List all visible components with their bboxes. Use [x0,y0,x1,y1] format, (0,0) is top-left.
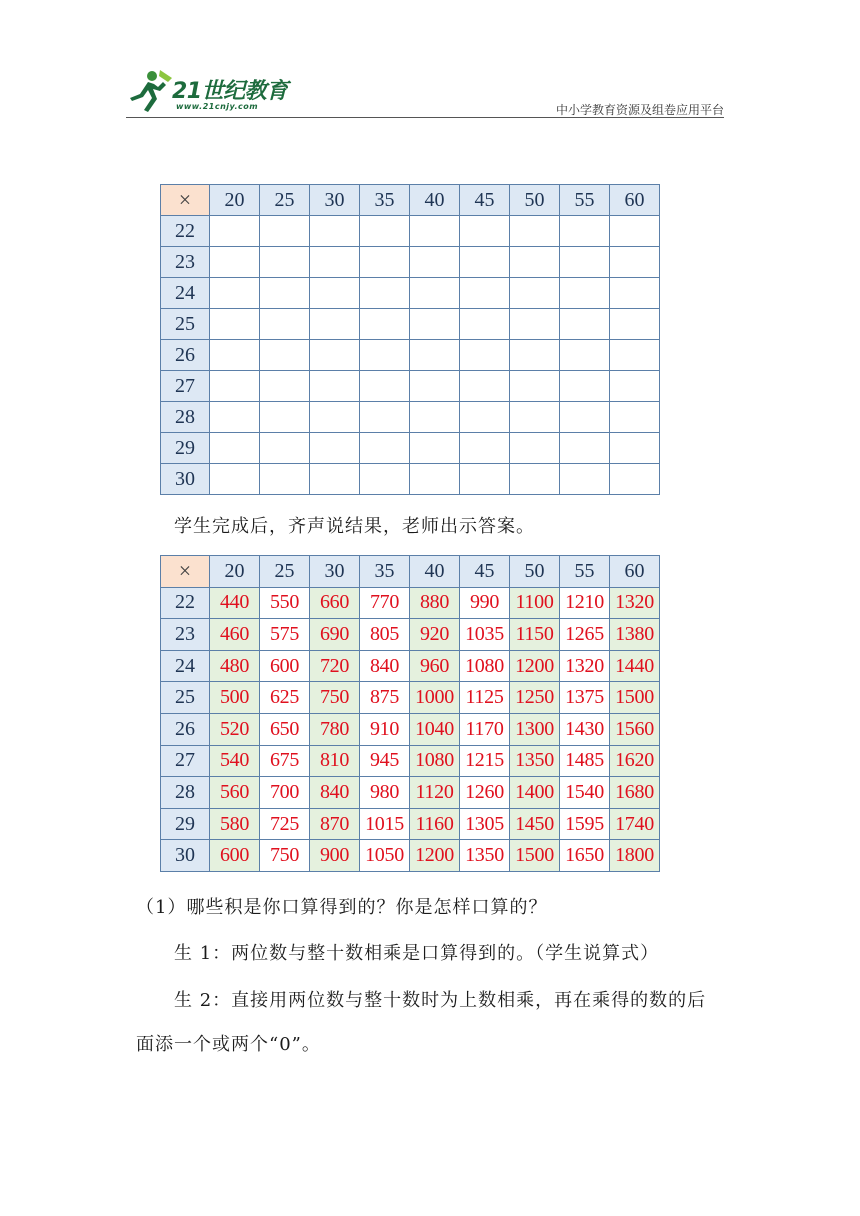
blank-cell [260,309,310,340]
blank-cell [610,309,660,340]
product-cell: 1380 [610,619,660,651]
blank-cell [560,340,610,371]
product-cell: 1200 [510,650,560,682]
blank-cell [410,278,460,309]
blank-cell [460,216,510,247]
blank-cell [410,371,460,402]
blank-cell [260,278,310,309]
blank-cell [210,216,260,247]
blank-cell [310,402,360,433]
blank-cell [510,216,560,247]
blank-cell [360,309,410,340]
product-cell: 1350 [460,840,510,872]
blank-cell [610,433,660,464]
product-cell: 440 [210,587,260,619]
runner-logo-icon [126,68,172,114]
product-cell: 1080 [460,650,510,682]
answer-multiplication-table [160,555,660,872]
blank-cell [510,340,560,371]
table-row [161,433,660,464]
product-cell: 660 [310,587,360,619]
row-header: 30 [161,840,210,872]
table-row [161,247,660,278]
blank-cell [210,371,260,402]
blank-cell [610,247,660,278]
row-header: 24 [161,650,210,682]
multiply-symbol: × [161,185,210,216]
product-cell: 550 [260,587,310,619]
column-header: 25 [260,185,310,216]
blank-cell [210,402,260,433]
logo-url: www.21cnjy.com [176,102,259,111]
product-cell: 900 [310,840,360,872]
product-cell: 810 [310,745,360,777]
row-header: 24 [161,278,210,309]
product-cell: 700 [260,777,310,809]
product-cell: 1650 [560,840,610,872]
product-cell: 690 [310,619,360,651]
table-row [161,682,660,714]
product-cell: 580 [210,808,260,840]
product-cell: 500 [210,682,260,714]
blank-cell [610,340,660,371]
blank-cell [360,433,410,464]
blank-cell [310,278,360,309]
instruction-text: 学生完成后，齐声说结果，老师出示答案。 [174,516,535,537]
product-cell: 1680 [610,777,660,809]
product-cell: 840 [310,777,360,809]
blank-cell [560,309,610,340]
product-cell: 720 [310,650,360,682]
blank-cell [310,371,360,402]
logo-text: 21世纪教育 [172,79,288,104]
column-header: 55 [560,556,610,588]
table-row [161,713,660,745]
product-cell: 1350 [510,745,560,777]
table-row [161,777,660,809]
blank-cell [560,464,610,495]
column-header: 50 [510,185,560,216]
product-cell: 875 [360,682,410,714]
blank-cell [210,464,260,495]
table-row [161,650,660,682]
row-header: 28 [161,402,210,433]
product-cell: 1210 [560,587,610,619]
product-cell: 1200 [410,840,460,872]
blank-cell [560,278,610,309]
product-cell: 1125 [460,682,510,714]
product-cell: 1595 [560,808,610,840]
product-cell: 1160 [410,808,460,840]
product-cell: 460 [210,619,260,651]
product-cell: 990 [460,587,510,619]
column-header: 20 [210,185,260,216]
table-row [161,840,660,872]
product-cell: 1120 [410,777,460,809]
table-row [161,402,660,433]
product-cell: 920 [410,619,460,651]
table-row [161,371,660,402]
product-cell: 1500 [610,682,660,714]
product-cell: 540 [210,745,260,777]
blank-cell [310,340,360,371]
product-cell: 1485 [560,745,610,777]
product-cell: 960 [410,650,460,682]
product-cell: 1620 [610,745,660,777]
row-header: 23 [161,247,210,278]
table-header-row [161,185,660,216]
product-cell: 575 [260,619,310,651]
product-cell: 1430 [560,713,610,745]
column-header: 40 [410,185,460,216]
product-cell: 520 [210,713,260,745]
product-cell: 1300 [510,713,560,745]
blank-cell [560,216,610,247]
column-header: 30 [310,185,360,216]
blank-cell [360,247,410,278]
blank-cell [510,278,560,309]
product-cell: 945 [360,745,410,777]
blank-cell [260,216,310,247]
product-cell: 870 [310,808,360,840]
blank-cell [360,371,410,402]
blank-cell [610,278,660,309]
product-cell: 880 [410,587,460,619]
product-cell: 1560 [610,713,660,745]
column-header: 30 [310,556,360,588]
product-cell: 1015 [360,808,410,840]
blank-cell [460,433,510,464]
column-header: 25 [260,556,310,588]
product-cell: 1375 [560,682,610,714]
product-cell: 1800 [610,840,660,872]
blank-cell [460,278,510,309]
blank-cell [460,464,510,495]
row-header: 28 [161,777,210,809]
blank-cell [560,371,610,402]
product-cell: 1215 [460,745,510,777]
blank-cell [310,309,360,340]
product-cell: 675 [260,745,310,777]
question-1: （1）哪些积是你口算得到的？你是怎样口算的？ [136,897,548,918]
product-cell: 600 [260,650,310,682]
blank-cell [210,247,260,278]
product-cell: 1040 [410,713,460,745]
blank-cell [360,340,410,371]
blank-cell [360,464,410,495]
row-header: 27 [161,371,210,402]
column-header: 45 [460,185,510,216]
blank-cell [260,371,310,402]
product-cell: 805 [360,619,410,651]
product-cell: 1320 [610,587,660,619]
table-row [161,745,660,777]
product-cell: 560 [210,777,260,809]
table-row [161,619,660,651]
blank-cell [410,309,460,340]
table-row [161,216,660,247]
blank-cell [310,433,360,464]
product-cell: 770 [360,587,410,619]
row-header: 23 [161,619,210,651]
product-cell: 1100 [510,587,560,619]
table-row [161,464,660,495]
product-cell: 1000 [410,682,460,714]
blank-cell [510,402,560,433]
product-cell: 750 [310,682,360,714]
product-cell: 780 [310,713,360,745]
product-cell: 1035 [460,619,510,651]
blank-cell [560,247,610,278]
blank-cell [310,247,360,278]
product-cell: 625 [260,682,310,714]
table-row [161,309,660,340]
blank-cell [610,371,660,402]
blank-cell [510,464,560,495]
blank-cell [410,216,460,247]
row-header: 25 [161,682,210,714]
student-2-answer-line1: 生 2：直接用两位数与整十数时为上数相乘，再在乘得的数的后 [174,990,707,1011]
blank-cell [360,402,410,433]
blank-multiplication-table [160,184,660,495]
blank-cell [510,247,560,278]
blank-cell [410,464,460,495]
column-header: 35 [360,556,410,588]
row-header: 29 [161,433,210,464]
blank-cell [260,402,310,433]
table-row [161,278,660,309]
blank-cell [260,247,310,278]
blank-cell [210,433,260,464]
product-cell: 1320 [560,650,610,682]
product-cell: 750 [260,840,310,872]
row-header: 29 [161,808,210,840]
product-cell: 1250 [510,682,560,714]
blank-cell [510,371,560,402]
blank-cell [360,278,410,309]
blank-cell [410,433,460,464]
product-cell: 1500 [510,840,560,872]
product-cell: 1050 [360,840,410,872]
blank-cell [260,433,310,464]
product-cell: 1150 [510,619,560,651]
blank-cell [360,216,410,247]
blank-cell [460,402,510,433]
product-cell: 980 [360,777,410,809]
student-2-answer-line2: 面添一个或两个“0”。 [136,1034,321,1055]
logo [126,68,306,118]
product-cell: 725 [260,808,310,840]
blank-cell [510,309,560,340]
product-cell: 1440 [610,650,660,682]
blank-cell [610,464,660,495]
table-header-row [161,556,660,588]
blank-cell [560,402,610,433]
row-header: 27 [161,745,210,777]
blank-cell [460,371,510,402]
blank-cell [310,464,360,495]
row-header: 26 [161,713,210,745]
column-header: 60 [610,185,660,216]
product-cell: 1740 [610,808,660,840]
row-header: 30 [161,464,210,495]
page-header [0,0,860,130]
column-header: 50 [510,556,560,588]
column-header: 40 [410,556,460,588]
product-cell: 480 [210,650,260,682]
product-cell: 1450 [510,808,560,840]
blank-cell [260,464,310,495]
product-cell: 1080 [410,745,460,777]
blank-cell [460,309,510,340]
blank-cell [610,402,660,433]
table-row [161,808,660,840]
product-cell: 600 [210,840,260,872]
blank-cell [460,247,510,278]
column-header: 60 [610,556,660,588]
blank-cell [210,278,260,309]
column-header: 20 [210,556,260,588]
table-row [161,587,660,619]
multiply-symbol: × [161,556,210,588]
header-divider [126,117,724,118]
blank-cell [410,247,460,278]
product-cell: 1265 [560,619,610,651]
blank-cell [410,340,460,371]
product-cell: 910 [360,713,410,745]
row-header: 25 [161,309,210,340]
column-header: 55 [560,185,610,216]
student-1-answer: 生 1：两位数与整十数相乘是口算得到的。（学生说算式） [174,943,660,964]
blank-cell [310,216,360,247]
product-cell: 1540 [560,777,610,809]
blank-cell [510,433,560,464]
blank-cell [460,340,510,371]
product-cell: 840 [360,650,410,682]
product-cell: 1305 [460,808,510,840]
column-header: 45 [460,556,510,588]
blank-cell [260,340,310,371]
table-row [161,340,660,371]
product-cell: 1260 [460,777,510,809]
blank-cell [410,402,460,433]
blank-cell [210,309,260,340]
blank-cell [210,340,260,371]
row-header: 22 [161,216,210,247]
product-cell: 1400 [510,777,560,809]
product-cell: 1170 [460,713,510,745]
product-cell: 650 [260,713,310,745]
blank-cell [560,433,610,464]
blank-cell [610,216,660,247]
row-header: 26 [161,340,210,371]
column-header: 35 [360,185,410,216]
header-tagline: 中小学教育资源及组卷应用平台 [555,103,724,117]
row-header: 22 [161,587,210,619]
